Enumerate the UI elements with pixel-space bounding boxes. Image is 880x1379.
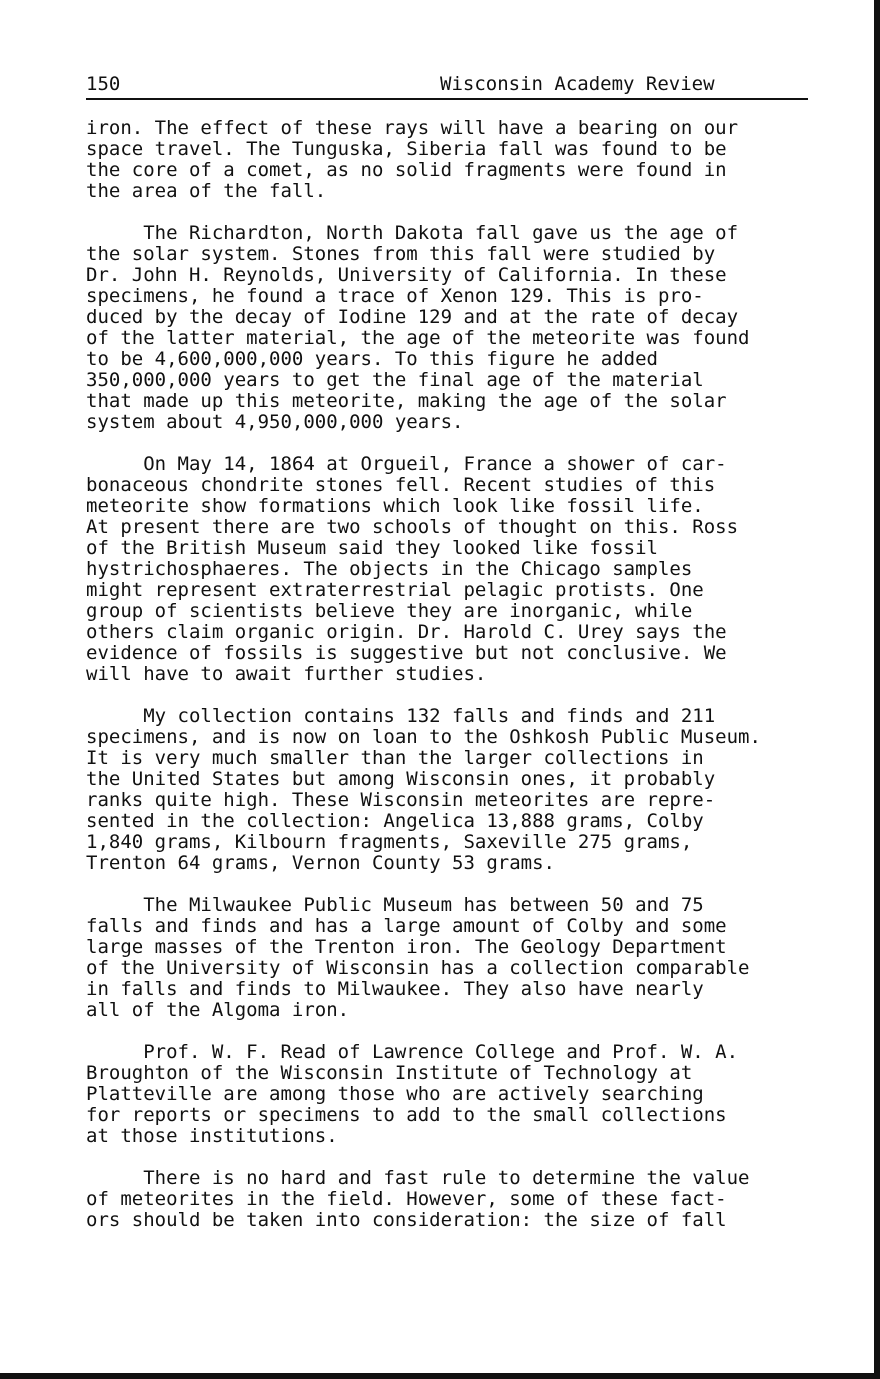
text-line: might represent extraterrestrial pelagic protists. One	[86, 579, 704, 601]
page-edge-bottom	[0, 1373, 880, 1379]
text-line: Broughton of the Wisconsin Institute of Technology at	[86, 1062, 693, 1084]
text-line: the area of the fall.	[86, 180, 327, 202]
page-edge-right	[874, 0, 880, 1379]
paragraph	[86, 1168, 826, 1231]
text-line: Dr. John H. Reynolds, University of California. In these	[86, 264, 727, 286]
text-line: for reports or specimens to add to the small collections	[86, 1104, 727, 1126]
text-line: ors should be taken into consideration: the size of fall	[86, 1209, 727, 1231]
text-line: ranks quite high. These Wisconsin meteorites are repre-	[86, 789, 716, 811]
text-line: bonaceous chondrite stones fell. Recent studies of this	[86, 474, 716, 496]
text-line: group of scientists believe they are inorganic, while	[86, 600, 693, 622]
text-line: The Milwaukee Public Museum has between 50 and 75	[86, 894, 704, 916]
text-line: others claim organic origin. Dr. Harold C. Urey says the	[86, 621, 727, 643]
text-line: Prof. W. F. Read of Lawrence College and Prof. W. A.	[86, 1041, 739, 1063]
text-line: of the latter material, the age of the meteorite was found	[86, 327, 750, 349]
text-line: all of the Algoma iron.	[86, 999, 350, 1021]
text-line: of meteorites in the field. However, some of these fact-	[86, 1188, 727, 1210]
text-line: There is no hard and fast rule to determine the value	[86, 1167, 750, 1189]
text-line: that made up this meteorite, making the age of the solar	[86, 390, 727, 412]
text-line: Platteville are among those who are actively searching	[86, 1083, 704, 1105]
paragraph	[86, 454, 826, 685]
text-line: sented in the collection: Angelica 13,888 grams, Colby	[86, 810, 704, 832]
article-body	[86, 118, 826, 1252]
text-line: 1,840 grams, Kilbourn fragments, Saxeville 275 grams,	[86, 831, 693, 853]
text-line: of the British Museum said they looked like fossil	[86, 537, 658, 559]
text-line: specimens, and is now on loan to the Oshkosh Public Museum.	[86, 726, 761, 748]
text-line: to be 4,600,000,000 years. To this figure he added	[86, 348, 658, 370]
paragraph	[86, 895, 826, 1021]
paragraph	[86, 706, 826, 874]
journal-title: Wisconsin Academy Review	[440, 73, 715, 95]
text-line: It is very much smaller than the larger collections in	[86, 747, 704, 769]
paragraph	[86, 223, 826, 433]
text-line: 350,000,000 years to get the final age of the material	[86, 369, 704, 391]
text-line: will have to await further studies.	[86, 663, 487, 685]
text-line: system about 4,950,000,000 years.	[86, 411, 464, 433]
text-line: large masses of the Trenton iron. The Geology Department	[86, 936, 727, 958]
text-line: at those institutions.	[86, 1125, 338, 1147]
text-line: At present there are two schools of thought on this. Ross	[86, 516, 739, 538]
text-line: the United States but among Wisconsin ones, it probably	[86, 768, 716, 790]
paragraph	[86, 1042, 826, 1147]
paragraph	[86, 118, 826, 202]
text-line: iron. The effect of these rays will have a bearing on our	[86, 117, 739, 139]
text-line: specimens, he found a trace of Xenon 129. This is pro-	[86, 285, 704, 307]
text-line: of the University of Wisconsin has a collection comparable	[86, 957, 750, 979]
text-line: the solar system. Stones from this fall were studied by	[86, 243, 716, 265]
text-line: in falls and finds to Milwaukee. They also have nearly	[86, 978, 704, 1000]
text-line: the core of a comet, as no solid fragments were found in	[86, 159, 727, 181]
text-line: My collection contains 132 falls and finds and 211	[86, 705, 716, 727]
running-head	[86, 72, 808, 100]
text-line: Trenton 64 grams, Vernon County 53 grams.	[86, 852, 555, 874]
text-line: hystrichosphaeres. The objects in the Chicago samples	[86, 558, 693, 580]
text-line: duced by the decay of Iodine 129 and at the rate of decay	[86, 306, 739, 328]
text-line: The Richardton, North Dakota fall gave us the age of	[86, 222, 739, 244]
text-line: evidence of fossils is suggestive but not conclusive. We	[86, 642, 727, 664]
text-line: falls and finds and has a large amount of Colby and some	[86, 915, 727, 937]
text-line: meteorite show formations which look like fossil life.	[86, 495, 704, 517]
text-line: On May 14, 1864 at Orgueil, France a shower of car-	[86, 453, 727, 475]
text-line: space travel. The Tunguska, Siberia fall was found to be	[86, 138, 727, 160]
page-number: 150	[86, 73, 121, 95]
